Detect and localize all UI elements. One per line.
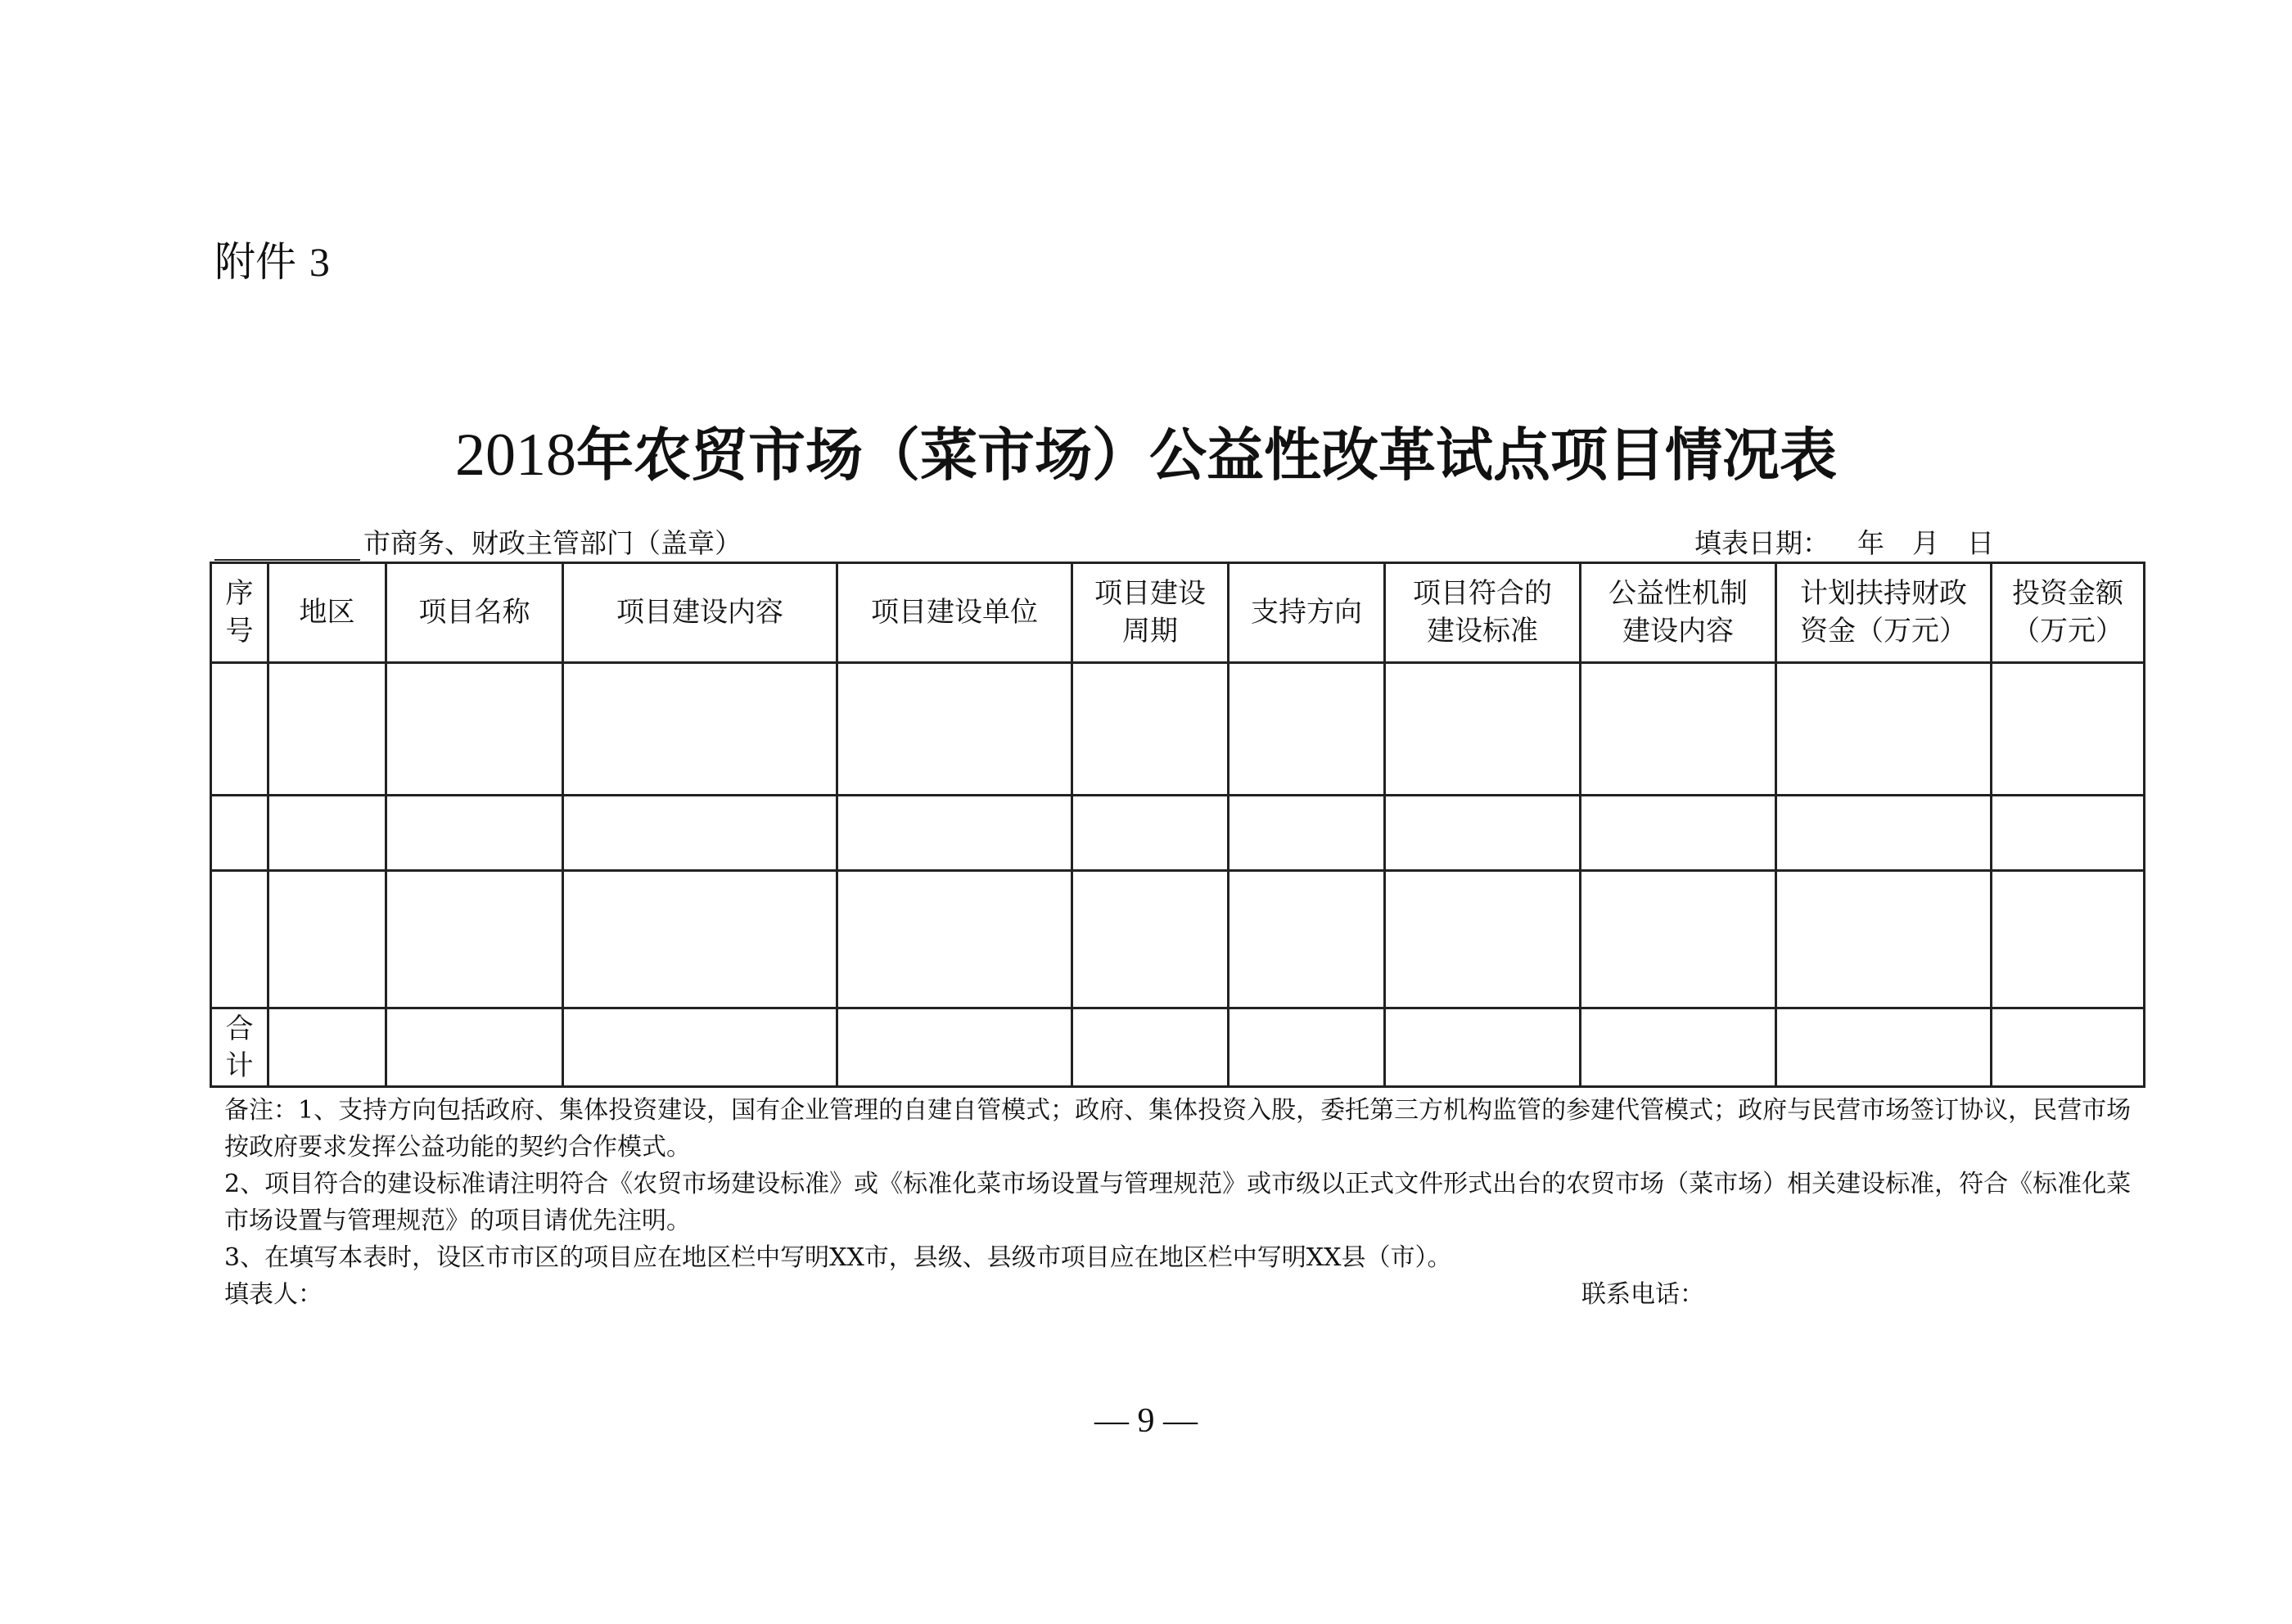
- cell-input[interactable]: [1072, 1008, 1229, 1087]
- cell-input[interactable]: [1992, 663, 2145, 796]
- cell-input[interactable]: [563, 663, 837, 796]
- cell-input[interactable]: [1385, 871, 1581, 1008]
- cell-input[interactable]: [1229, 1008, 1385, 1087]
- note-3: 3、在填写本表时，设区市市区的项目应在地区栏中写明XX市，县级、县级市项目应在地区栏中写明XX县（市）。: [224, 1243, 1452, 1272]
- cell-input[interactable]: [386, 1008, 563, 1087]
- note-1: 备注：1、支持方向包括政府、集体投资建设，国有企业管理的自建自管模式；政府、集体投资入股，委托第三方机构监管的参建代管模式；政府与民营市场签订协议，民营市场按政府要求发挥公益功能的契约合作模式。: [224, 1096, 2132, 1162]
- date-line: [1694, 522, 1994, 561]
- attachment-number: 3: [309, 239, 330, 285]
- cell-input[interactable]: [1385, 1008, 1581, 1087]
- table-row: [211, 663, 2145, 796]
- total-row: [211, 1008, 2145, 1087]
- phone-label: 联系电话：: [1581, 1280, 1704, 1309]
- header-standard: 项目符合的 建设标准: [1385, 563, 1581, 663]
- cell-input[interactable]: [1072, 796, 1229, 871]
- date-label: 填表日期：: [1694, 527, 1830, 559]
- cell-input[interactable]: [1776, 663, 1992, 796]
- page-number: — 9 —: [1094, 1402, 1198, 1440]
- header-investment-amount: 投资金额 （万元）: [1992, 563, 2145, 663]
- date-month: 月: [1912, 527, 1939, 559]
- cell-input[interactable]: [1581, 1008, 1776, 1087]
- cell-input[interactable]: [211, 871, 268, 1008]
- cell-input[interactable]: [1776, 871, 1992, 1008]
- header-construction-period: 项目建设 周期: [1072, 563, 1229, 663]
- table-row: [211, 796, 2145, 871]
- header-row: [211, 563, 2145, 663]
- cell-input[interactable]: [1072, 663, 1229, 796]
- cell-input[interactable]: [1992, 871, 2145, 1008]
- filler-label: 填表人：: [224, 1280, 323, 1309]
- notes-block: [224, 1092, 2140, 1313]
- title-year: 2018: [455, 422, 576, 489]
- project-table: [210, 562, 2145, 1088]
- cell-input[interactable]: [837, 796, 1072, 871]
- cell-input[interactable]: [837, 871, 1072, 1008]
- cell-input[interactable]: [563, 1008, 837, 1087]
- org-line: [214, 522, 742, 561]
- header-planned-funds: 计划扶持财政 资金（万元）: [1776, 563, 1992, 663]
- cell-input[interactable]: [1992, 796, 2145, 871]
- cell-input[interactable]: [268, 796, 386, 871]
- cell-input[interactable]: [386, 871, 563, 1008]
- cell-input[interactable]: [1229, 796, 1385, 871]
- total-label: 合 计: [211, 1008, 268, 1087]
- cell-input[interactable]: [1992, 1008, 2145, 1087]
- header-public-mechanism: 公益性机制 建设内容: [1581, 563, 1776, 663]
- filler-line: [224, 1276, 2140, 1313]
- header-region: 地区: [268, 563, 386, 663]
- org-blank: [214, 559, 360, 561]
- header-index: 序 号: [211, 563, 268, 663]
- table-row: [211, 871, 2145, 1008]
- cell-input[interactable]: [1229, 871, 1385, 1008]
- cell-input[interactable]: [1385, 663, 1581, 796]
- cell-input[interactable]: [1385, 796, 1581, 871]
- header-project-name: 项目名称: [386, 563, 563, 663]
- header-construction-unit: 项目建设单位: [837, 563, 1072, 663]
- header-construction-content: 项目建设内容: [563, 563, 837, 663]
- org-label: 市商务、财政主管部门（盖章）: [363, 527, 742, 559]
- cell-input[interactable]: [386, 663, 563, 796]
- header-support-direction: 支持方向: [1229, 563, 1385, 663]
- title-text: 年农贸市场（菜市场）公益性改革试点项目情况表: [576, 421, 1837, 489]
- date-day: 日: [1967, 527, 1994, 559]
- note-2: 2、项目符合的建设标准请注明符合《农贸市场建设标准》或《标准化菜市场设置与管理规范》或市级以正式文件形式出台的农贸市场（菜市场）相关建设标准，符合《标准化菜市场设置与管理规范》的项目请优先注明。: [224, 1170, 2132, 1235]
- cell-input[interactable]: [1581, 871, 1776, 1008]
- cell-input[interactable]: [837, 663, 1072, 796]
- cell-input[interactable]: [1776, 1008, 1992, 1087]
- cell-input[interactable]: [211, 663, 268, 796]
- cell-input[interactable]: [1072, 871, 1229, 1008]
- cell-input[interactable]: [211, 796, 268, 871]
- cell-input[interactable]: [1229, 663, 1385, 796]
- cell-input[interactable]: [837, 1008, 1072, 1087]
- cell-input[interactable]: [1581, 796, 1776, 871]
- attachment-label: [214, 229, 330, 288]
- cell-input[interactable]: [268, 1008, 386, 1087]
- page-title: [0, 409, 2292, 492]
- cell-input[interactable]: [1581, 663, 1776, 796]
- cell-input[interactable]: [268, 663, 386, 796]
- date-year: 年: [1857, 527, 1884, 559]
- cell-input[interactable]: [386, 796, 563, 871]
- attachment-prefix: 附件: [214, 238, 296, 286]
- cell-input[interactable]: [563, 796, 837, 871]
- cell-input[interactable]: [268, 871, 386, 1008]
- cell-input[interactable]: [1776, 796, 1992, 871]
- cell-input[interactable]: [563, 871, 837, 1008]
